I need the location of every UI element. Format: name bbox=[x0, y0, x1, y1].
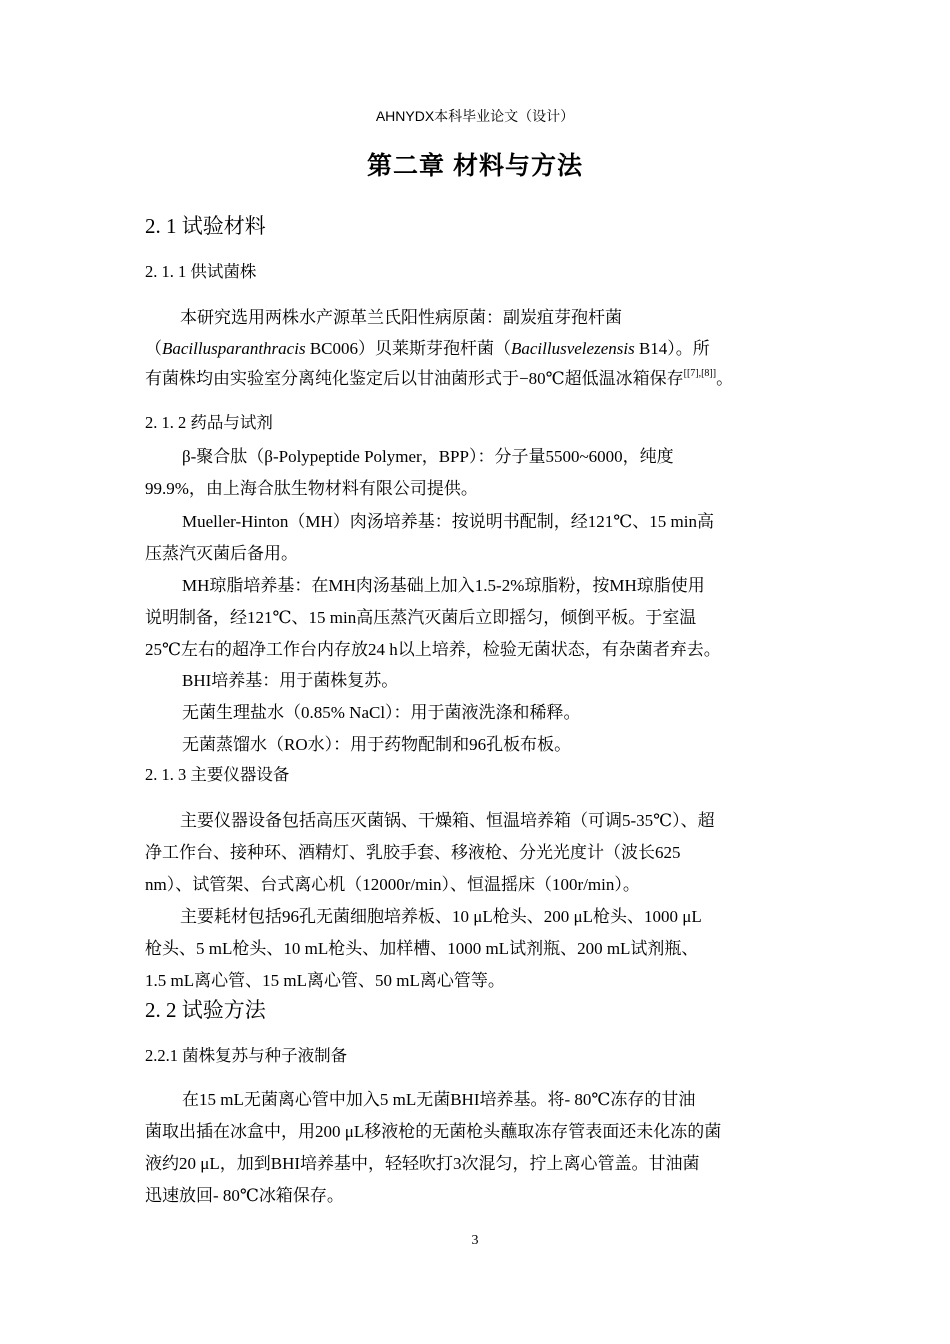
paragraph-line: 主要耗材包括96孔无菌细胞培养板、10 μL枪头、200 μL枪头、1000 μL bbox=[180, 907, 702, 926]
paragraph-line: 1.5 mL离心管、15 mL离心管、50 mL离心管等。 bbox=[145, 971, 505, 990]
section-2-1-1-heading: 2. 1. 1 供试菌株 bbox=[145, 262, 257, 281]
chapter-title: 第二章 材料与方法 bbox=[367, 152, 583, 180]
paragraph-line: 25℃左右的超净工作台内存放24 h以上培养，检验无菌状态，有杂菌者弃去。 bbox=[145, 640, 721, 659]
paragraph-line: 无菌生理盐水（0.85% NaCl）：用于菌液洗涤和稀释。 bbox=[182, 703, 581, 722]
paragraph-line: 净工作台、接种环、酒精灯、乳胶手套、移液枪、分光光度计（波长625 bbox=[145, 843, 681, 862]
paragraph-line: BHI培养基：用于菌株复苏。 bbox=[182, 671, 399, 690]
paragraph-line: 主要仪器设备包括高压灭菌锅、干燥箱、恒温培养箱（可调5-35℃）、超 bbox=[180, 811, 715, 830]
section-2-1-2-heading: 2. 1. 2 药品与试剂 bbox=[145, 413, 273, 432]
paragraph-line: Mueller-Hinton（MH）肉汤培养基：按说明书配制，经121℃、15 min高 bbox=[182, 512, 714, 531]
paragraph-line: 迅速放回- 80℃冰箱保存。 bbox=[145, 1186, 344, 1205]
paragraph-line: 在15 mL无菌离心管中加入5 mL无菌BHI培养基。将- 80℃冻存的甘油 bbox=[182, 1090, 696, 1109]
running-header: AHNYDX本科毕业论文（设计） bbox=[375, 108, 575, 124]
paragraph-line: 无菌蒸馏水（RO水）：用于药物配制和96孔板布板。 bbox=[182, 735, 572, 754]
section-2-2-1-heading: 2.2.1 菌株复苏与种子液制备 bbox=[145, 1046, 348, 1065]
paragraph-line: MH琼脂培养基：在MH肉汤基础上加入1.5-2%琼脂粉，按MH琼脂使用 bbox=[182, 576, 705, 595]
paragraph-line: 枪头、5 mL枪头、10 mL枪头、加样槽、1000 mL试剂瓶、200 mL试剂瓶、 bbox=[145, 939, 699, 958]
paragraph-line: 说明制备，经121℃、15 min高压蒸汽灭菌后立即摇匀，倾倒平板。于室温 bbox=[145, 608, 697, 627]
paragraph-line: 压蒸汽灭菌后备用。 bbox=[145, 544, 298, 563]
paragraph-line: （Bacillusparanthracis BC006）贝莱斯芽孢杆菌（Bacillusvelezensis B14）。所 bbox=[145, 339, 710, 358]
section-2-1-3-heading: 2. 1. 3 主要仪器设备 bbox=[145, 765, 290, 784]
paragraph-line: 液约20 μL，加到BHI培养基中，轻轻吹打3次混匀，拧上离心管盖。甘油菌 bbox=[145, 1154, 700, 1173]
paragraph-line: nm）、试管架、台式离心机（12000r/min）、恒温摇床（100r/min）。 bbox=[145, 875, 640, 894]
citation-ref: [[7],[8]] bbox=[683, 368, 717, 379]
page-number: 3 bbox=[471, 1233, 479, 1248]
section-2-2-heading: 2. 2 试验方法 bbox=[145, 998, 266, 1022]
paragraph-line: 本研究选用两株水产源革兰氏阳性病原菌：副炭疽芽孢杆菌 bbox=[180, 308, 622, 327]
section-2-1-heading: 2. 1 试验材料 bbox=[145, 214, 266, 238]
paragraph-line: 99.9%，由上海合肽生物材料有限公司提供。 bbox=[145, 479, 478, 498]
paragraph-line: β-聚合肽（β-Polypeptide Polymer，BPP）：分子量5500~6000，纯度 bbox=[182, 447, 674, 466]
paragraph-line: 有菌株均由实验室分离纯化鉴定后以甘油菌形式于−80℃超低温冰箱保存[[7],[8]]。 bbox=[145, 368, 734, 388]
paragraph-line: 菌取出插在冰盒中，用200 μL移液枪的无菌枪头蘸取冻存管表面还未化冻的菌 bbox=[145, 1122, 722, 1141]
